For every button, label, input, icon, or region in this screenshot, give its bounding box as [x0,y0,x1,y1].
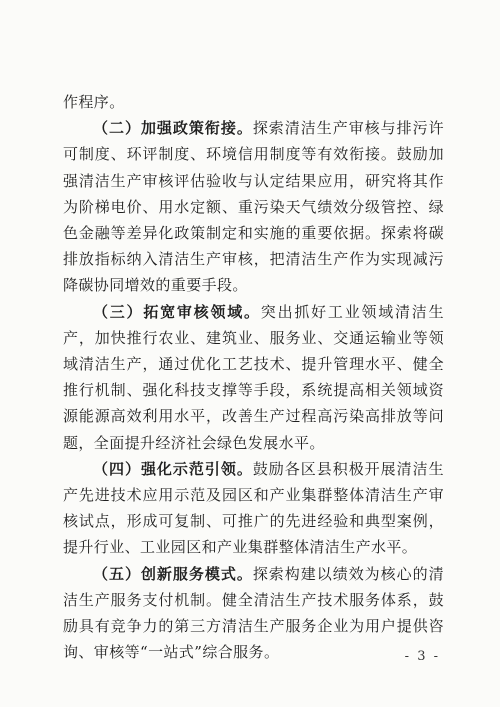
paragraph-body: 突出抓好工业领域清洁生产，加快推行农业、建筑业、服务业、交通运输业等领域清洁生产，通过优化工艺技术、提升管理水平、健全推行机制、强化科技支撑等手段，系统提高相关领域资源能源高效利用水平，改善生产过程高污染高排放等问题，全面提升经济社会绿色发展水平。 [63,302,444,452]
paragraph-body: 探索清洁生产审核与排污许可制度、环评制度、环境信用制度等有效衔接。鼓励加强清洁生产审核评估验收与认定结果应用，研究将其作为阶梯电价、用水定额、重污染天气绩效分级管控、绿色金融等差异化政策制定和实施的重要依据。探索将碳排放指标纳入清洁生产审核，把清洁生产作为实现减污降碳协同增效的重要手段。 [63,119,444,295]
paragraph-policy-coordination [63,115,444,298]
paragraph-body: 探索构建以绩效为核心的清洁生产服务支付机制。健全清洁生产技术服务体系，鼓励具有竞争力的第三方清洁生产服务企业为用户提供咨询、审核等“一站式”综合服务。 [63,564,444,662]
paragraph-body: 作程序。 [63,93,125,111]
paragraph-audit-scope [63,299,444,456]
paragraph-service-model [63,561,444,666]
page-number: - 3 - [404,649,440,664]
paragraph-demonstration [63,456,444,561]
section-heading: （三）拓宽审核领域。 [93,302,261,321]
section-heading: （二）加强政策衔接。 [93,119,253,138]
section-heading: （五）创新服务模式。 [93,564,253,583]
paragraph-continuation [63,89,444,115]
paragraph-body: 鼓励各区县积极开展清洁生产先进技术应用示范及园区和产业集群整体清洁生产审核试点，形成可复制、可推广的先进经验和典型案例，提升行业、工业园区和产业集群整体清洁生产水平。 [63,459,444,557]
section-heading: （四）强化示范引领。 [93,459,253,478]
